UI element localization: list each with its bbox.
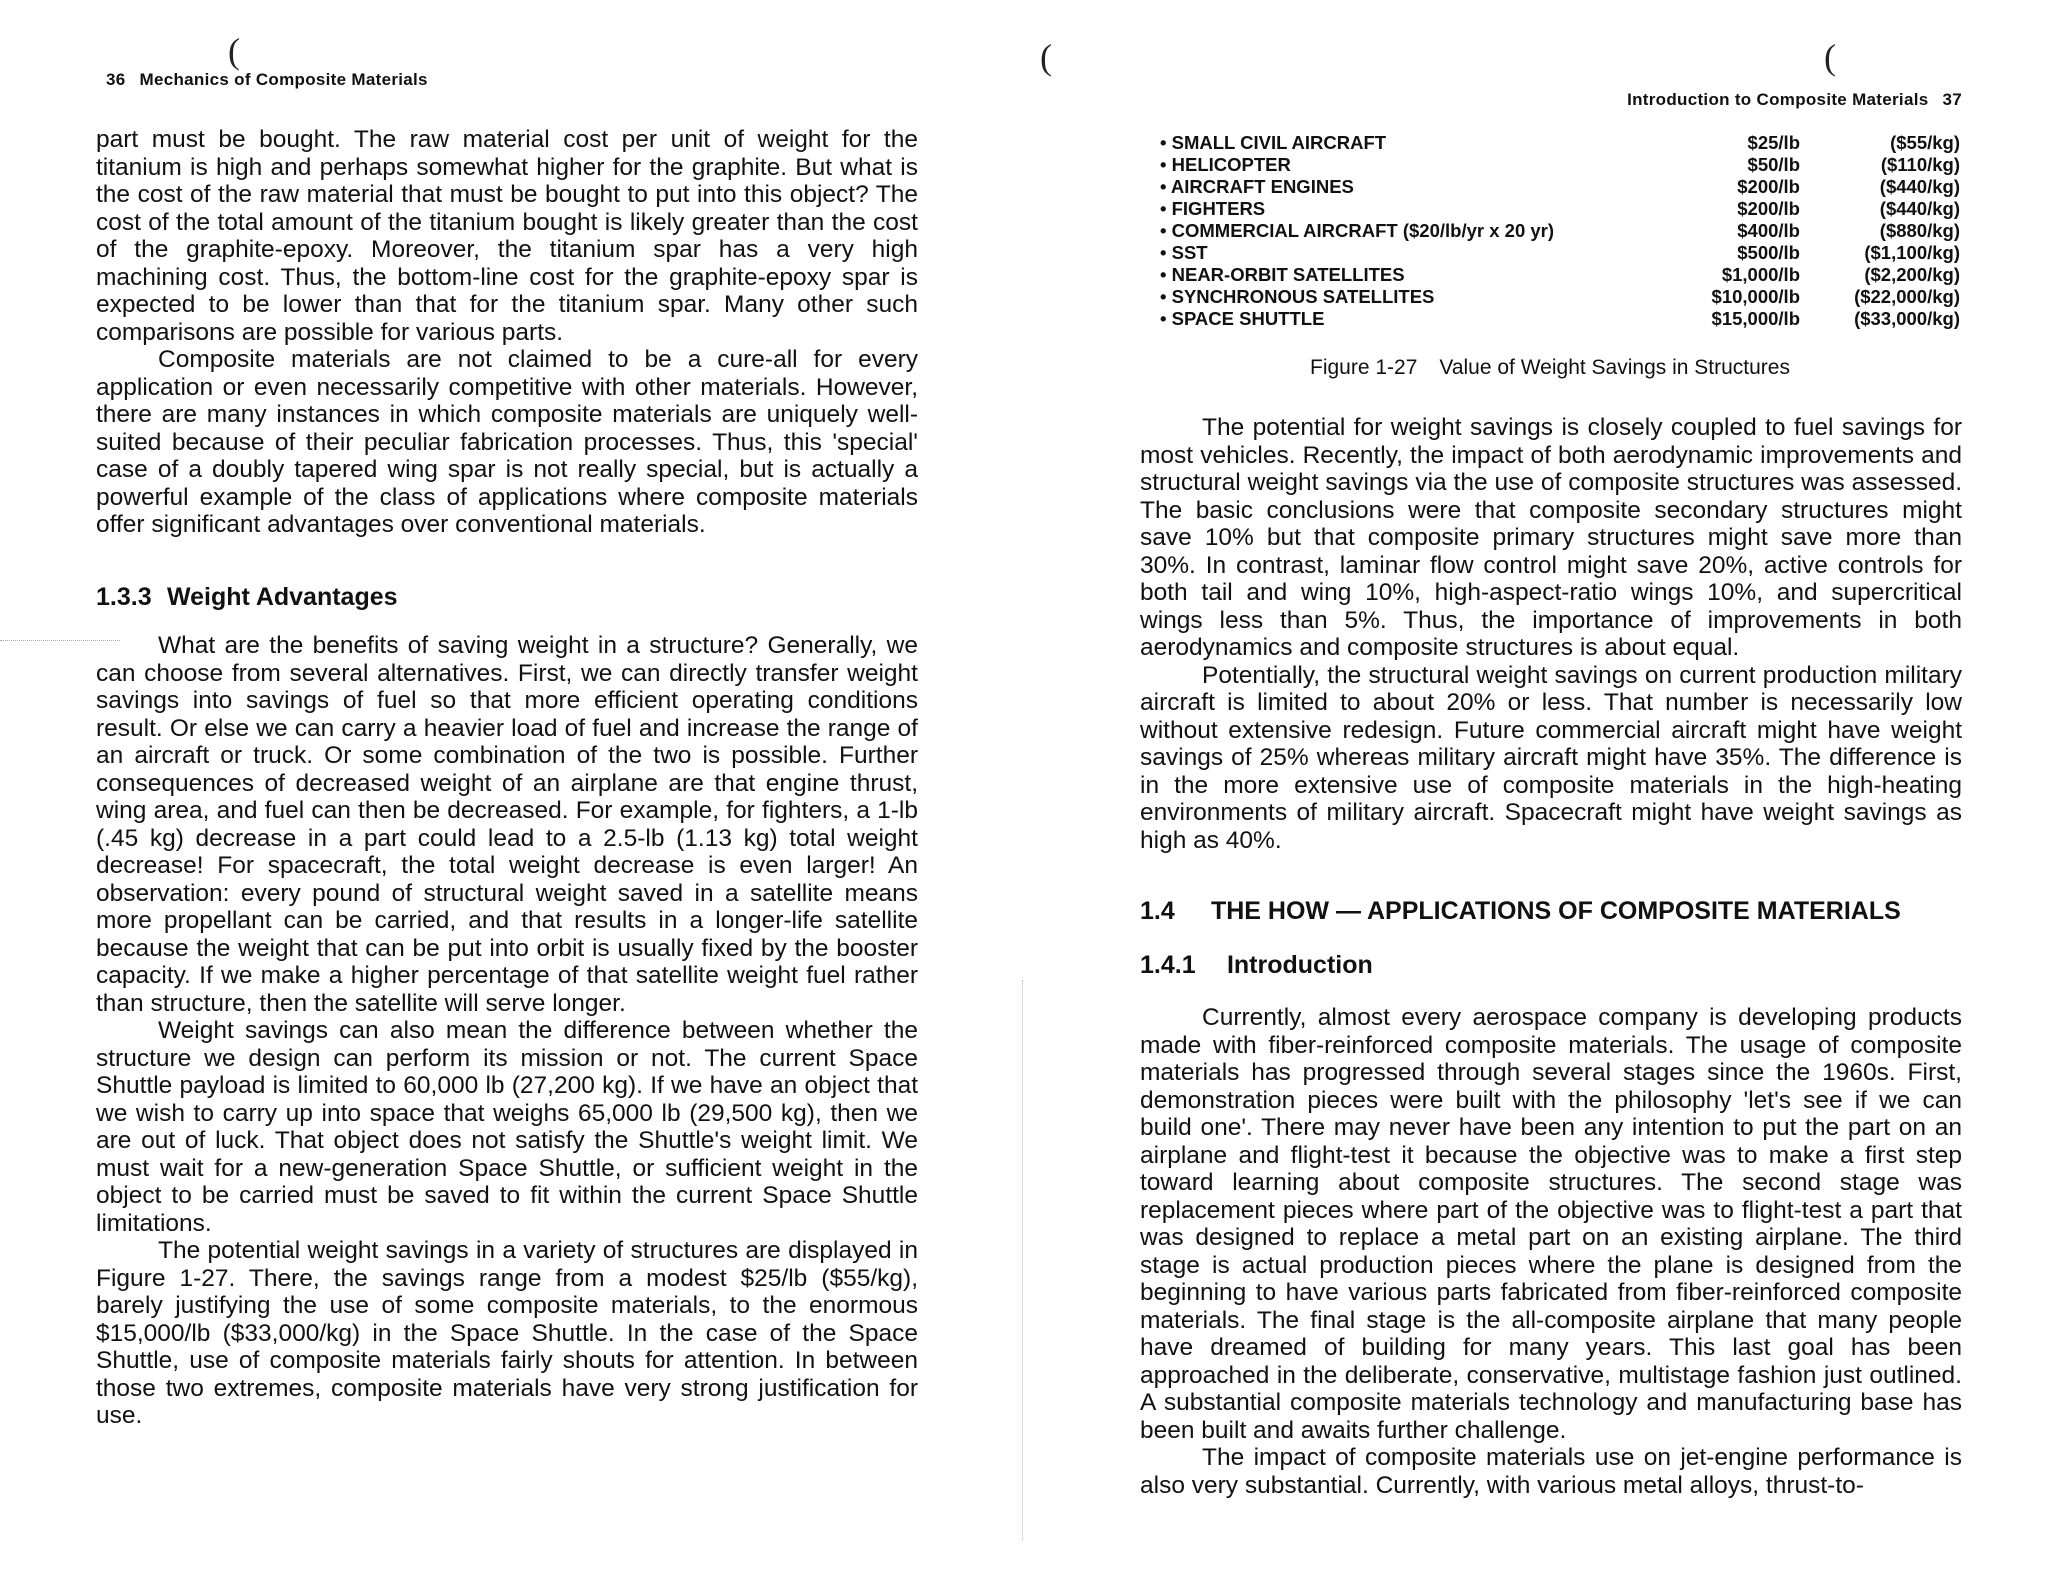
value-per-lb: $500/lb [1737,242,1800,263]
table-row [1160,198,1960,220]
left-body-bottom [96,632,918,1430]
structure-type: • COMMERCIAL AIRCRAFT ($20/lb/yr x 20 yr) [1160,220,1555,241]
section-heading [1140,896,1962,926]
paragraph: Composite materials are not claimed to be a cure-all for every application or even necessarily competitive with other materials. However, there are many instances in which composite materials are uniquely well-suited because of their peculiar fabrication processes. Thus, this 'special' case of a doubly tapered wing spar is not really special, but is actually a powerful example of the class of applications where composite materials offer significant advantages over conventional materials. [96,346,918,538]
value-per-lb: $400/lb [1737,220,1800,241]
structure-type: • SMALL CIVIL AIRCRAFT [1160,132,1387,153]
paragraph: Weight savings can also mean the difference between whether the structure we design can perform its mission or not. The current Space Shuttle payload is limited to 60,000 lb (27,200 kg). If we have an object that we wish to carry up into space that weighs 65,000 lb (29,500 kg), then we are out of luck. That object does not satisfy the Shuttle's weight limit. We must wait for a new-generation Space Shuttle, or sufficient weight in the object to be carried must be saved to fit within the current Space Shuttle limitations. [96,1017,918,1237]
table-row [1160,264,1960,286]
running-head-left [106,70,428,90]
structure-type: • AIRCRAFT ENGINES [1160,176,1354,197]
figure-label: Figure 1-27 [1310,356,1418,379]
right-body-bottom [1140,1004,1962,1499]
subsection-heading [1140,950,1962,980]
value-per-kg: ($33,000/kg) [1854,308,1960,329]
section-number: 1.3.3 [96,583,152,611]
running-title: Introduction to Composite Materials [1627,90,1929,109]
table-row [1160,242,1960,264]
value-per-lb: $50/lb [1747,154,1800,175]
section-number: 1.4.1 [1140,951,1196,979]
structure-type: • SPACE SHUTTLE [1160,308,1325,329]
stray-paren-mark: ( [1040,37,1052,77]
right-body-top [1140,414,1962,854]
value-per-kg: ($22,000/kg) [1854,286,1960,307]
value-per-lb: $15,000/lb [1711,308,1800,329]
value-per-lb: $10,000/lb [1711,286,1800,307]
value-per-lb: $200/lb [1737,176,1800,197]
structure-type: • HELICOPTER [1160,154,1291,175]
page-number: 36 [106,70,126,89]
running-head-right [1627,90,1962,110]
value-per-lb: $1,000/lb [1721,264,1800,285]
paragraph: part must be bought. The raw material cost per unit of weight for the titanium is high and perhaps somewhat higher for the graphite. But what is the cost of the raw material that must be bought to put into this object? The cost of the total amount of the titanium bought is likely greater than the cost of the graphite-epoxy. Moreover, the titanium spar has a very high machining cost. Thus, the bottom-line cost for the graphite-epoxy spar is expected to be lower than that for the titanium spar. Many other such comparisons are possible for various parts. [96,126,918,346]
stray-paren-mark: ( [228,31,240,71]
paragraph: The potential for weight savings is closely coupled to fuel savings for most vehicles. Recently, the impact of both aerodynamic improvements and structural weight savings via the use of composite structures was assessed. The basic conclusions were that composite secondary structures might save 10% but that composite primary structures might save more than 30%. In contrast, laminar flow control might save 20%, active controls for both tail and wing 10%, high-aspect-ratio wings 10%, and supercritical wings less than 5%. Thus, the importance of improvements in both aerodynamics and composite structures is about equal. [1140,414,1962,661]
right-section-heading-sub [1140,950,1962,980]
gutter-divider [1022,980,1023,1540]
value-per-lb: $200/lb [1737,198,1800,219]
value-per-kg: ($880/kg) [1879,220,1960,241]
left-body-top [96,126,918,539]
stray-paren-mark: ( [1824,37,1836,77]
paragraph: What are the benefits of saving weight in a structure? Generally, we can choose from several alternatives. First, we can directly transfer weight savings into savings of fuel so that more efficient operating conditions result. Or else we can carry a heavier load of fuel and increase the range of an aircraft or truck. Or some combination of the two is possible. Further consequences of decreased weight of an airplane are that engine thrust, wing area, and fuel can then be decreased. For example, for fighters, a 1-lb (.45 kg) decrease in a part could lead to a 2.5-lb (1.13 kg) total weight decrease! For spacecraft, the total weight decrease is even larger! An observation: every pound of structural weight saved in a satellite means more propellant can be carried, and that results in a longer-life satellite because the weight that can be put into orbit is usually fixed by the booster capacity. If we make a higher percentage of that satellite weight fuel rather than structure, then the satellite will serve longer. [96,632,918,1017]
table-row [1160,286,1960,308]
section-title: Weight Advantages [166,583,398,611]
value-per-kg: ($55/kg) [1890,132,1960,153]
paragraph: Currently, almost every aerospace company is developing products made with fiber-reinforced composite materials. The usage of composite materials has progressed through several stages since the 1960s. First, demonstration pieces were built with the philosophy 'let's see if we can build one'. There may never have been any intention to put the part on an airplane and flight-test it because the objective was to make a first step toward learning about composite structures. The second stage was replacement pieces where part of the objective was to flight-test a part that was designed to replace a metal part on an existing airplane. The third stage is actual production pieces where the plane is designed from the beginning to have various parts fabricated from fiber-reinforced composite materials. The final stage is the all-composite airplane that many people have dreamed of building for many years. This last goal has been approached in the deliberate, conservative, multistage fashion just outlined. A substantial composite materials technology and manufacturing base has been built and awaits further challenge. [1140,1004,1962,1444]
section-title: THE HOW — APPLICATIONS OF COMPOSITE MATERIALS [1210,897,1901,925]
table-row [1160,154,1960,176]
value-per-lb: $25/lb [1747,132,1800,153]
value-per-kg: ($2,200/kg) [1864,264,1960,285]
weight-savings-table [1160,132,1960,330]
figure-caption [1310,356,1790,380]
table-row [1160,220,1960,242]
table-row [1160,308,1960,330]
page-number: 37 [1942,90,1962,109]
value-per-kg: ($440/kg) [1879,176,1960,197]
structure-type: • NEAR-ORBIT SATELLITES [1160,264,1405,285]
structure-type: • SYNCHRONOUS SATELLITES [1160,286,1435,307]
right-section-heading-main [1140,896,1962,926]
paragraph: The potential weight savings in a variety of structures are displayed in Figure 1-27. There, the savings range from a modest $25/lb ($55/kg), barely justifying the use of some composite materials, to the enormous $15,000/lb ($33,000/kg) in the Space Shuttle. In the case of the Space Shuttle, use of composite materials fairly shouts for attention. In between those two extremes, composite materials have very strong justification for use. [96,1237,918,1429]
left-section-heading-block [96,582,918,612]
paragraph: The impact of composite materials use on jet-engine performance is also very substantial. Currently, with various metal alloys, thrust-to- [1140,1444,1962,1499]
running-title: Mechanics of Composite Materials [139,70,428,89]
value-per-kg: ($110/kg) [1880,154,1960,175]
section-title: Introduction [1226,951,1373,979]
figure-title: Value of Weight Savings in Structures [1439,356,1790,379]
value-per-kg: ($440/kg) [1879,198,1960,219]
table-row [1160,132,1960,154]
paragraph: Potentially, the structural weight savings on current production military aircraft is limited to about 20% or less. That number is necessarily low without extensive redesign. Future commercial aircraft might have weight savings of 25% whereas military aircraft might have 35%. The difference is in the more extensive use of composite materials in the high-heating environments of military aircraft. Spacecraft might have weight savings as high as 40%. [1140,661,1962,854]
section-heading [96,582,918,612]
structure-type: • SST [1160,242,1208,263]
table-row [1160,176,1960,198]
structure-type: • FIGHTERS [1160,198,1266,219]
section-number: 1.4 [1140,897,1175,925]
value-per-kg: ($1,100/kg) [1864,242,1960,263]
